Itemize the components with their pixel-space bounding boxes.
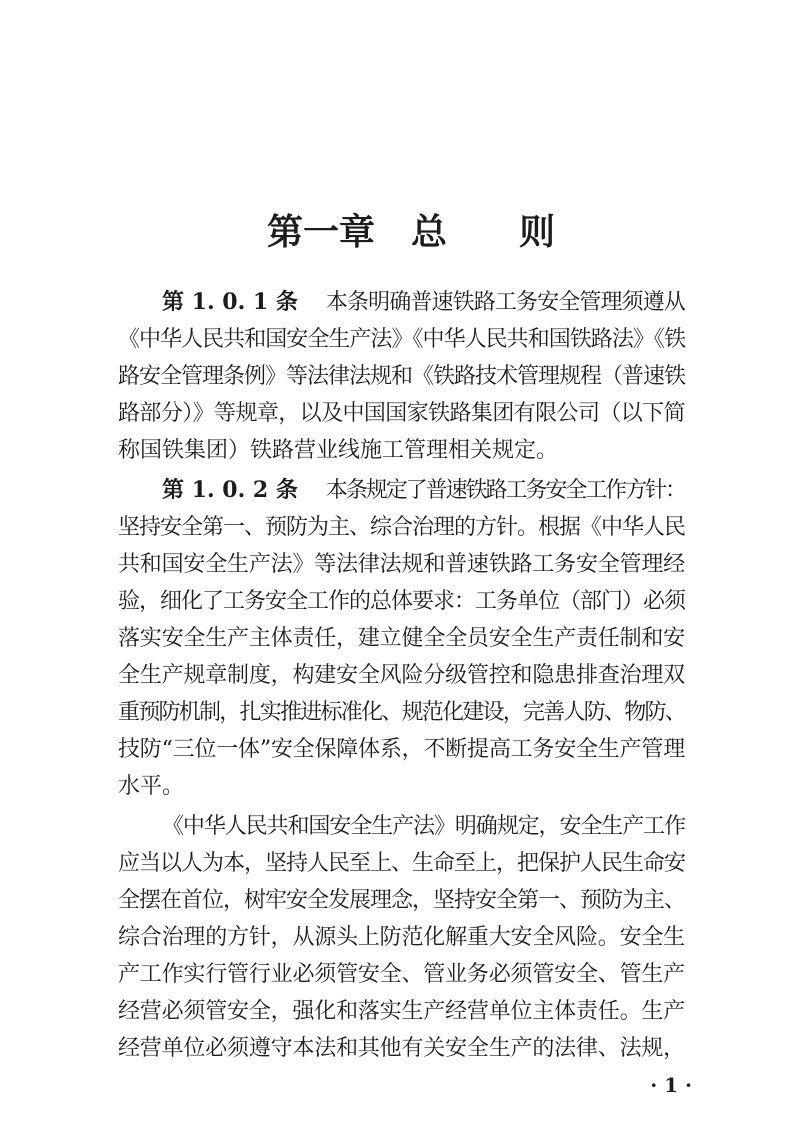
text-line xyxy=(118,472,685,509)
text-line xyxy=(118,284,685,321)
text-line: 《中华人民共和国安全生产法》明确规定，安全生产工作 xyxy=(162,814,685,839)
text-line: 经营必须管安全，强化和落实生产经营单位主体责任。生产 xyxy=(118,999,685,1024)
article-1-0-1 xyxy=(118,284,685,469)
text-line: 路部分）》等规章，以及中国国家铁路集团有限公司（以下简 xyxy=(118,401,685,426)
article-label: 第 1. 0. 1 条 xyxy=(162,289,298,315)
text-line: 技防“三位一体”安全保障体系，不断提高工务安全生产管理 xyxy=(118,737,685,762)
text-line: 坚持安全第一、预防为主、综合治理的方针。根据《中华人民 xyxy=(118,515,685,540)
text-segment: 本条明确普速铁路工务安全管理须遵从 xyxy=(325,290,685,315)
text-line: 称国铁集团）铁路营业线施工管理相关规定。 xyxy=(118,438,559,463)
text-segment: 本条规定了普速铁路工务安全工作方针： xyxy=(325,478,685,503)
text-line: 全生产规章制度，构建安全风险分级管控和隐患排查治理双 xyxy=(118,663,685,688)
text-line: 《中华人民共和国安全生产法》《中华人民共和国铁路法》《铁 xyxy=(118,327,685,352)
chapter-title: 第一章 总 则 xyxy=(266,211,555,253)
article-label: 第 1. 0. 2 条 xyxy=(162,477,298,503)
text-line: 综合治理的方针，从源头上防范化解重大安全风险。安全生 xyxy=(118,925,685,950)
text-line: 路安全管理条例》等法律法规和《铁路技术管理规程（普速铁 xyxy=(118,364,685,389)
article-1-0-2 xyxy=(118,472,685,805)
text-line: 全摆在首位，树牢安全发展理念，坚持安全第一、预防为主、 xyxy=(118,888,685,913)
text-line: 落实安全生产主体责任，建立健全全员安全生产责任制和安 xyxy=(118,626,685,651)
page-number: · 1 · xyxy=(650,1073,692,1097)
text-line: 经营单位必须遵守本法和其他有关安全生产的法律、法规， xyxy=(118,1036,685,1061)
text-line: 产工作实行管行业必须管安全、管业务必须管安全、管生产 xyxy=(118,962,685,987)
paragraph-safety-law xyxy=(118,808,685,1067)
body-text xyxy=(118,284,685,1067)
text-line: 共和国安全生产法》等法律法规和普速铁路工务安全管理经 xyxy=(118,552,685,577)
text-line: 应当以人为本，坚持人民至上、生命至上，把保护人民生命安 xyxy=(118,851,685,876)
text-line: 验，细化了工务安全工作的总体要求：工务单位（部门）必须 xyxy=(118,589,685,614)
text-line: 重预防机制，扎实推进标准化、规范化建设，完善人防、物防、 xyxy=(118,700,685,725)
text-line: 水平。 xyxy=(118,774,185,799)
